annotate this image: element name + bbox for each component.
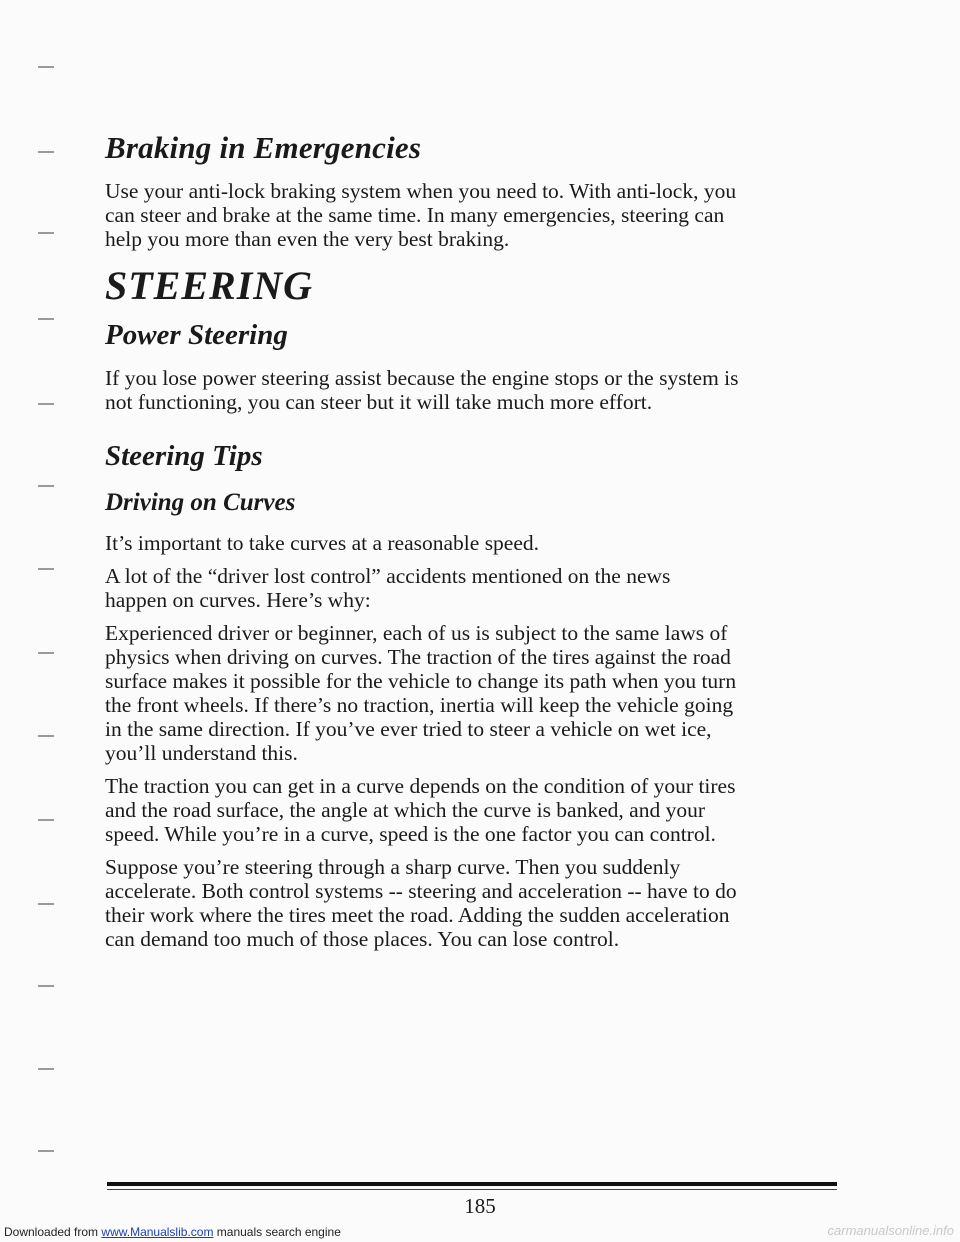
- text-line: Suppose you’re steering through a sharp curve. Then you suddenly: [105, 855, 681, 879]
- footer-rule: [107, 1182, 837, 1186]
- margin-mark: [38, 652, 54, 654]
- text-line: It’s important to take curves at a reasonable speed.: [105, 531, 540, 555]
- watermark-prefix: Downloaded from: [4, 1225, 99, 1239]
- text-line: physics when driving on curves. The traction of the tires against the road: [105, 645, 731, 669]
- margin-mark: [38, 403, 54, 405]
- text-line: If you lose power steering assist because the engine stops or the system is: [105, 366, 739, 390]
- text-line: accelerate. Both control systems -- steering and acceleration -- have to do: [105, 879, 737, 903]
- margin-mark: [38, 819, 54, 821]
- margin-mark: [38, 903, 54, 905]
- manualslib-link[interactable]: www.Manualslib.com: [101, 1225, 214, 1239]
- paragraph-curves-2: [105, 564, 845, 612]
- text-line: can demand too much of those places. You can lose control.: [105, 927, 620, 951]
- chapter-heading-steering: STEERING: [105, 263, 314, 308]
- text-line: speed. While you’re in a curve, speed is the one factor you can control.: [105, 822, 716, 846]
- text-line: can steer and brake at the same time. In many emergencies, steering can: [105, 203, 725, 227]
- text-line: Experienced driver or beginner, each of us is subject to the same laws of: [105, 621, 728, 645]
- download-watermark: [4, 1225, 341, 1239]
- text-line: happen on curves. Here’s why:: [105, 588, 371, 612]
- margin-mark: [38, 232, 54, 234]
- text-line: you’ll understand this.: [105, 741, 298, 765]
- text-line: the front wheels. If there’s no traction, inertia will keep the vehicle going: [105, 693, 734, 717]
- text-line: and the road surface, the angle at which the curve is banked, and your: [105, 798, 705, 822]
- margin-mark: [38, 151, 54, 153]
- margin-mark: [38, 318, 54, 320]
- subsection-heading-driving-on-curves: Driving on Curves: [105, 489, 296, 516]
- paragraph-curves-1: [105, 531, 845, 555]
- watermark-suffix: manuals search engine: [213, 1225, 341, 1239]
- margin-mark: [38, 66, 54, 68]
- footer-rule-thin: [107, 1189, 837, 1190]
- text-line: in the same direction. If you’ve ever tried to steer a vehicle on wet ice,: [105, 717, 712, 741]
- margin-mark: [38, 568, 54, 570]
- text-line: their work where the tires meet the road. Adding the sudden acceleration: [105, 903, 730, 927]
- section-heading-power-steering: Power Steering: [105, 319, 288, 351]
- paragraph-curves-4: [105, 774, 845, 846]
- paragraph-curves-5: [105, 855, 845, 951]
- margin-mark: [38, 485, 54, 487]
- margin-mark: [38, 1068, 54, 1070]
- text-line: not functioning, you can steer but it will take much more effort.: [105, 390, 653, 414]
- paragraph-braking-emergencies: [105, 179, 845, 251]
- text-line: surface makes it possible for the vehicle to change its path when you turn: [105, 669, 737, 693]
- page-content: [105, 130, 845, 951]
- text-line: The traction you can get in a curve depends on the condition of your tires: [105, 774, 736, 798]
- margin-mark: [38, 735, 54, 737]
- page-number: 185: [464, 1194, 496, 1218]
- margin-mark: [38, 1150, 54, 1152]
- text-line: Use your anti-lock braking system when you need to. With anti-lock, you: [105, 179, 737, 203]
- site-watermark: carmanualsonline.info: [827, 1223, 954, 1238]
- paragraph-curves-3: [105, 621, 845, 765]
- paragraph-power-steering: [105, 366, 845, 414]
- section-heading-braking-emergencies: Braking in Emergencies: [105, 130, 422, 165]
- text-line: A lot of the “driver lost control” accidents mentioned on the news: [105, 564, 671, 588]
- text-line: help you more than even the very best braking.: [105, 227, 510, 251]
- margin-mark: [38, 985, 54, 987]
- section-heading-steering-tips: Steering Tips: [105, 440, 263, 472]
